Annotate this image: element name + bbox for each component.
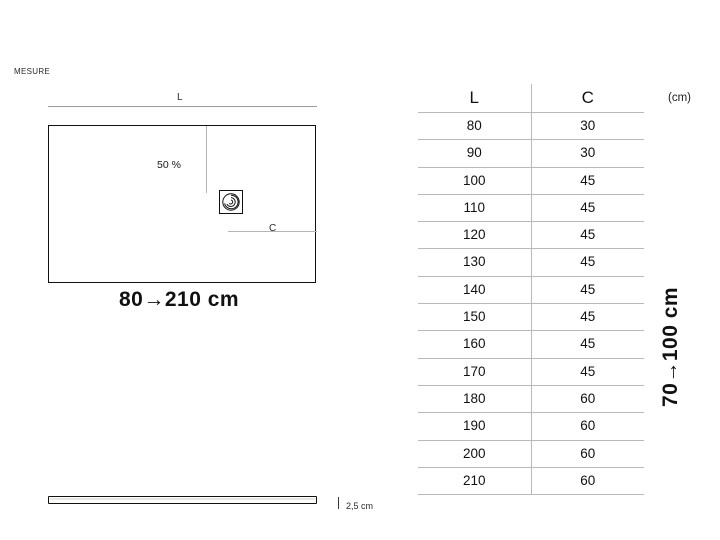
table-row — [418, 222, 644, 249]
table-cell-L: 170 — [418, 358, 531, 385]
table-row — [418, 167, 644, 194]
table-cell-C: 45 — [531, 167, 644, 194]
table-cell-L: 110 — [418, 194, 531, 221]
table-row — [418, 467, 644, 494]
table-cell-C: 60 — [531, 440, 644, 467]
table-header-L: L — [418, 84, 531, 113]
table-cell-C: 45 — [531, 331, 644, 358]
table-cell-C: 30 — [531, 113, 644, 140]
table-row — [418, 331, 644, 358]
table-cell-L: 210 — [418, 467, 531, 494]
table-cell-L: 130 — [418, 249, 531, 276]
table-cell-L: 100 — [418, 167, 531, 194]
table-row — [418, 194, 644, 221]
table-row — [418, 358, 644, 385]
thickness-label: 2,5 cm — [346, 501, 374, 511]
drawing-caption: MESURE — [14, 67, 51, 76]
table-cell-C: 45 — [531, 358, 644, 385]
table-cell-C: 60 — [531, 385, 644, 412]
slope-percent-label: 50 % — [157, 159, 181, 171]
table-cell-L: 150 — [418, 304, 531, 331]
table-row — [418, 385, 644, 412]
table-cell-L: 160 — [418, 331, 531, 358]
top-dimension-line — [48, 106, 317, 107]
table-row — [418, 440, 644, 467]
depth-dimension-text: 70→100 cm — [659, 286, 682, 407]
size-table-area — [418, 84, 644, 495]
table-header-C: C — [531, 84, 644, 113]
table-cell-C: 45 — [531, 249, 644, 276]
table-unit-label: (cm) — [668, 92, 691, 104]
size-table-body — [418, 113, 644, 495]
table-row — [418, 304, 644, 331]
table-cell-C: 60 — [531, 413, 644, 440]
table-row — [418, 140, 644, 167]
table-row — [418, 113, 644, 140]
shower-tray-section-fill — [50, 498, 315, 500]
table-cell-L: 180 — [418, 385, 531, 412]
table-cell-L: 90 — [418, 140, 531, 167]
table-cell-L: 200 — [418, 440, 531, 467]
table-header-row — [418, 84, 644, 113]
table-cell-L: 80 — [418, 113, 531, 140]
size-table — [418, 84, 644, 495]
table-row — [418, 249, 644, 276]
table-row — [418, 276, 644, 303]
table-cell-C: 45 — [531, 276, 644, 303]
drain-swirl-icon — [221, 192, 241, 212]
table-cell-C: 45 — [531, 222, 644, 249]
table-cell-C: 30 — [531, 140, 644, 167]
table-cell-L: 190 — [418, 413, 531, 440]
table-cell-C: 45 — [531, 194, 644, 221]
table-cell-L: 140 — [418, 276, 531, 303]
table-cell-L: 120 — [418, 222, 531, 249]
shower-tray-plan-outline — [48, 125, 316, 283]
table-cell-C: 60 — [531, 467, 644, 494]
width-dimension-text: 80→210 cm — [119, 288, 240, 311]
table-cell-C: 45 — [531, 304, 644, 331]
thickness-tick-mark — [338, 497, 339, 509]
tray-inner-vertical-line — [206, 126, 207, 193]
top-dimension-label: L — [177, 92, 183, 103]
table-row — [418, 413, 644, 440]
depth-dimension-label: C — [269, 223, 277, 234]
